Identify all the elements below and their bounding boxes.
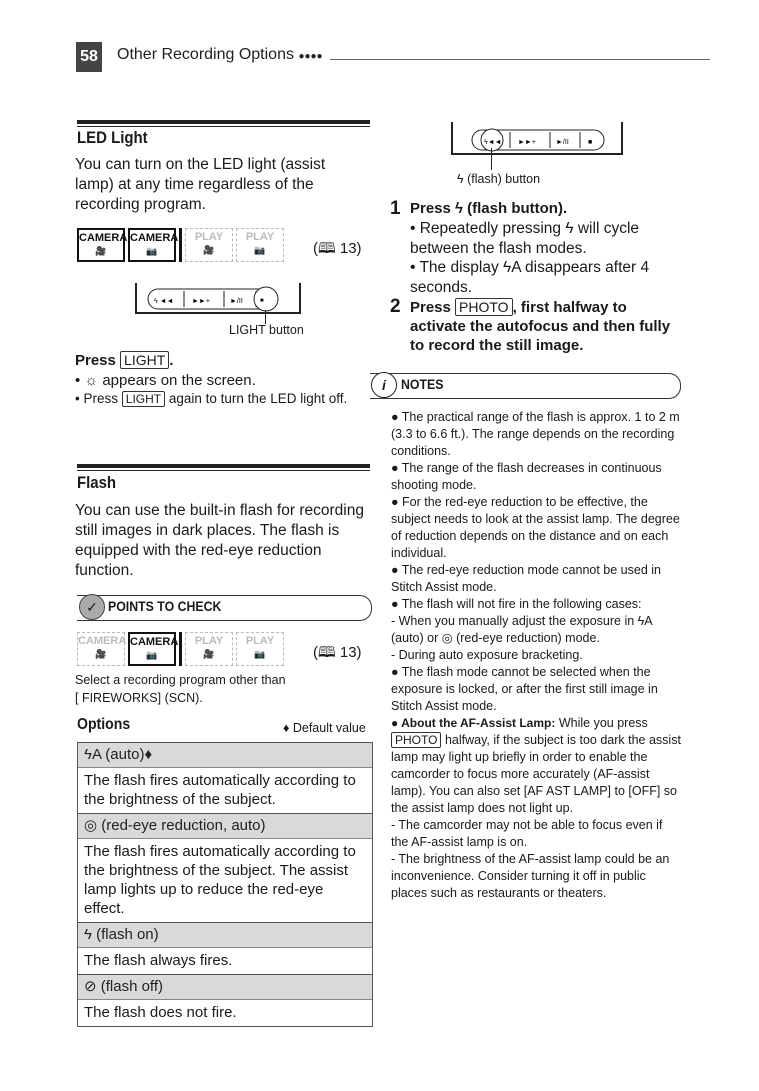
- mode-play-movie-badge: PLAY 🎥: [185, 228, 233, 262]
- light-button-caption: LIGHT button: [229, 323, 304, 337]
- led-section-rule: [77, 120, 370, 127]
- flash-options-table: [77, 742, 373, 1027]
- check-text-2: [ FIREWORKS] (SCN).: [75, 691, 203, 705]
- note-item: ● The range of the flash decreases in continuous shooting mode.: [391, 461, 662, 492]
- option-flash-off-name: ⊘ (flash off): [78, 975, 372, 1000]
- led-intro: You can turn on the LED light (assist lamp) at any time regardless of the recording program.: [75, 156, 326, 213]
- option-auto-desc: The flash fires automatically according to the brightness of the subject.: [78, 768, 372, 814]
- check-text-1: Select a recording program other than: [75, 673, 286, 687]
- mode-play-movie-badge: PLAY 🎥: [185, 632, 233, 666]
- note-item: ● The red-eye reduction mode cannot be used in Stitch Assist mode.: [391, 563, 661, 594]
- flash-mode-badges: [77, 632, 284, 666]
- note-item: - When you manually adjust the exposure in ϟA (auto) or ◎ (red-eye reduction) mode.: [391, 614, 652, 645]
- option-flash-on-name: ϟ (flash on): [78, 923, 372, 948]
- svg-text:ϟ◄◄: ϟ◄◄: [484, 139, 502, 146]
- mode-camera-photo-badge: CAMERA 📷: [128, 632, 176, 666]
- step-2-text: Press PHOTO , first halfway to activate the autofocus and then fully to record the still image.: [410, 299, 671, 354]
- note-item: ● For the red-eye reduction to be effective, the subject needs to look at the assist lamp. The degree of reduction depends on the distance and on each individual.: [391, 495, 680, 560]
- press-label: Press: [75, 352, 116, 369]
- svg-text:ϟ ◄◄: ϟ ◄◄: [154, 298, 174, 305]
- led-bullet-2: • Press LIGHT again to turn the LED light off.: [75, 391, 348, 406]
- note-item: - During auto exposure bracketing.: [391, 648, 583, 662]
- page-number: 58: [76, 42, 102, 72]
- default-value-note: ♦ Default value: [283, 721, 366, 735]
- info-icon: i: [371, 372, 397, 398]
- flash-button-pointer: [491, 148, 492, 170]
- title-dots: ●●●●: [298, 51, 323, 62]
- option-flash-on-desc: The flash always fires.: [78, 948, 372, 975]
- mode-play-photo-badge: PLAY 📷: [236, 228, 284, 262]
- flash-heading: Flash: [77, 473, 117, 492]
- option-flash-off-desc: The flash does not fire.: [84, 1004, 237, 1021]
- led-mode-badges: [77, 228, 284, 262]
- step-1-title: Press ϟ (flash button).: [410, 200, 568, 217]
- flash-page-ref: (🕮 13): [313, 644, 362, 661]
- note-item: ● The flash will not fire in the following cases:: [391, 597, 642, 611]
- points-to-check-heading: POINTS TO CHECK: [108, 598, 222, 614]
- led-heading: LED Light: [77, 128, 148, 147]
- af-sub-note-1: - The camcorder may not be able to focus even if the AF-assist lamp is on.: [391, 818, 663, 849]
- mode-camera-photo-badge: CAMERA 📷: [128, 228, 176, 262]
- svg-text:►/II: ►/II: [230, 298, 243, 305]
- note-item: ● The practical range of the flash is approx. 1 to 2 m (3.3 to 6.6 ft.). The range depends on the recording conditions.: [391, 410, 680, 458]
- mode-camera-movie-badge: CAMERA 🎥: [77, 228, 125, 262]
- svg-text:■: ■: [260, 298, 264, 304]
- photo-key: PHOTO: [455, 298, 513, 316]
- camcorder-buttons-illustration: [134, 283, 304, 319]
- light-key: LIGHT: [120, 351, 169, 369]
- svg-text:►►+: ►►+: [192, 298, 210, 305]
- option-redeye-name: ◎ (red-eye reduction, auto): [78, 814, 372, 839]
- light-key-2: LIGHT: [122, 391, 165, 407]
- mode-separator: [179, 228, 182, 262]
- page-title: [117, 46, 323, 64]
- page-title-text: Other Recording Options: [117, 46, 294, 63]
- camcorder-flash-illustration: [450, 122, 626, 158]
- led-bullet-1: • ☼ appears on the screen.: [75, 372, 256, 389]
- flash-intro: You can use the built-in flash for recording still images in dark places. The flash is equipped with the red-eye reduction function.: [75, 502, 364, 579]
- option-auto-name: ϟA (auto)♦: [78, 743, 372, 768]
- svg-text:►/II: ►/II: [556, 139, 569, 146]
- led-press-line: Press LIGHT .: [75, 352, 174, 369]
- header-rule: [330, 59, 710, 60]
- led-page-ref: (🕮 13): [313, 240, 362, 257]
- notes-heading: NOTES: [401, 376, 444, 392]
- options-heading: Options: [77, 716, 131, 733]
- step-2-number: 2: [390, 296, 401, 317]
- mode-camera-movie-badge: CAMERA 🎥: [77, 632, 125, 666]
- note-item: ● The flash mode cannot be selected when the exposure is locked, or after the first still image in Stitch Assist mode.: [391, 665, 658, 713]
- flash-section-rule: [77, 464, 370, 471]
- step-1-bullet-1: • Repeatedly pressing ϟ will cycle between the flash modes.: [410, 220, 640, 257]
- check-icon: ✓: [79, 594, 105, 620]
- af-sub-note-2: - The brightness of the AF-assist lamp could be an inconvenience. Consider turning it off in public places such as restaurants or theaters.: [391, 852, 670, 900]
- step-1-number: 1: [390, 198, 401, 219]
- photo-key-2: PHOTO: [391, 732, 441, 748]
- svg-text:■: ■: [588, 139, 593, 146]
- notes-list: [391, 409, 683, 902]
- af-assist-note: ● About the AF-Assist Lamp: While you press PHOTO halfway, if the subject is too dark the assist lamp may light up briefly in order to enable the camcorder to focus more accurately (AF-assist lamp). You can also set [AF AST LAMP] to [OFF] so the assist lamp does not light up.: [391, 716, 681, 815]
- mode-separator: [179, 632, 182, 666]
- svg-text:►►+: ►►+: [518, 139, 536, 146]
- step-1-bullet-2: • The display ϟA disappears after 4 seconds.: [410, 259, 650, 296]
- mode-play-photo-badge: PLAY 📷: [236, 632, 284, 666]
- flash-button-caption: ϟ (flash) button: [457, 172, 541, 186]
- led-light-icon: ☼: [84, 372, 99, 389]
- option-redeye-desc: The flash fires automatically according to the brightness of the subject. The assist lamp lights up to reduce the red-eye effect.: [78, 839, 372, 923]
